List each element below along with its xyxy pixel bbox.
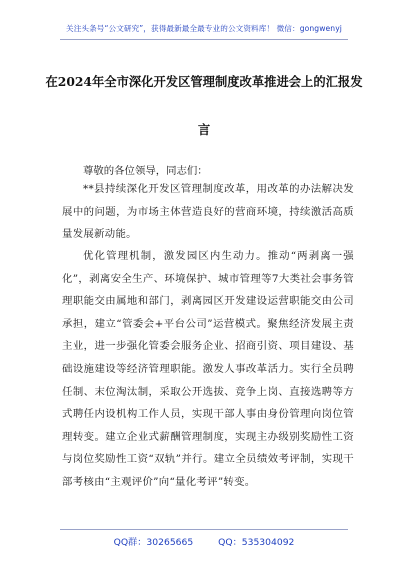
document-title-line-2: 言 [197,122,211,137]
greeting: 尊敬的各位领导，同志们： [83,165,208,177]
footer [0,534,408,548]
footer-qq: QQ：535304092 [218,537,295,548]
header-divider [60,39,348,40]
footer-qq-group: QQ群：30265665 [113,537,194,548]
footer-divider [60,529,348,530]
header-note: 关注头条号“公文研究”，获得最新最全最专业的公文资料库！ 微信：gongwenyj [66,24,342,33]
paragraph-1: **县持续深化开发区管理制度改革，用改革的办法解决发展中的问题，为市场主体营造良好的营商环境，持续激活高质量发展新动能。 [62,183,354,241]
paragraph-2: 优化管理机制，激发园区内生动力。推动“两剥离一强化”，剥离安全生产、环境保护、城市管理等7大类社会事务管理职能交由属地和部门，剥离园区开发建设运营职能交由公司承担，建立“管委会+平台公司”运营模式。聚焦经济发展主责主业，进一步强化管委会服务企业、招商引资、项目建设、基础设施建设等经济管理职能。激发人事改革活力。实行全员聘任制、末位淘汰制，采取公开选拔、竞争上岗、直接选聘等方式聘任内设机构工作人员，实现干部人事由身份管理向岗位管理转变。建立企业式薪酬管理制度，实现主办级别奖励性工资与岗位奖励性工资“双轨”并行。建立全员绩效考评制，实现干部考核由“主观评价”向“量化考评”转变。 [62,250,354,488]
document-title-line-1: 在2024年全市深化开发区管理制度改革推进会上的汇报发 [45,74,363,89]
